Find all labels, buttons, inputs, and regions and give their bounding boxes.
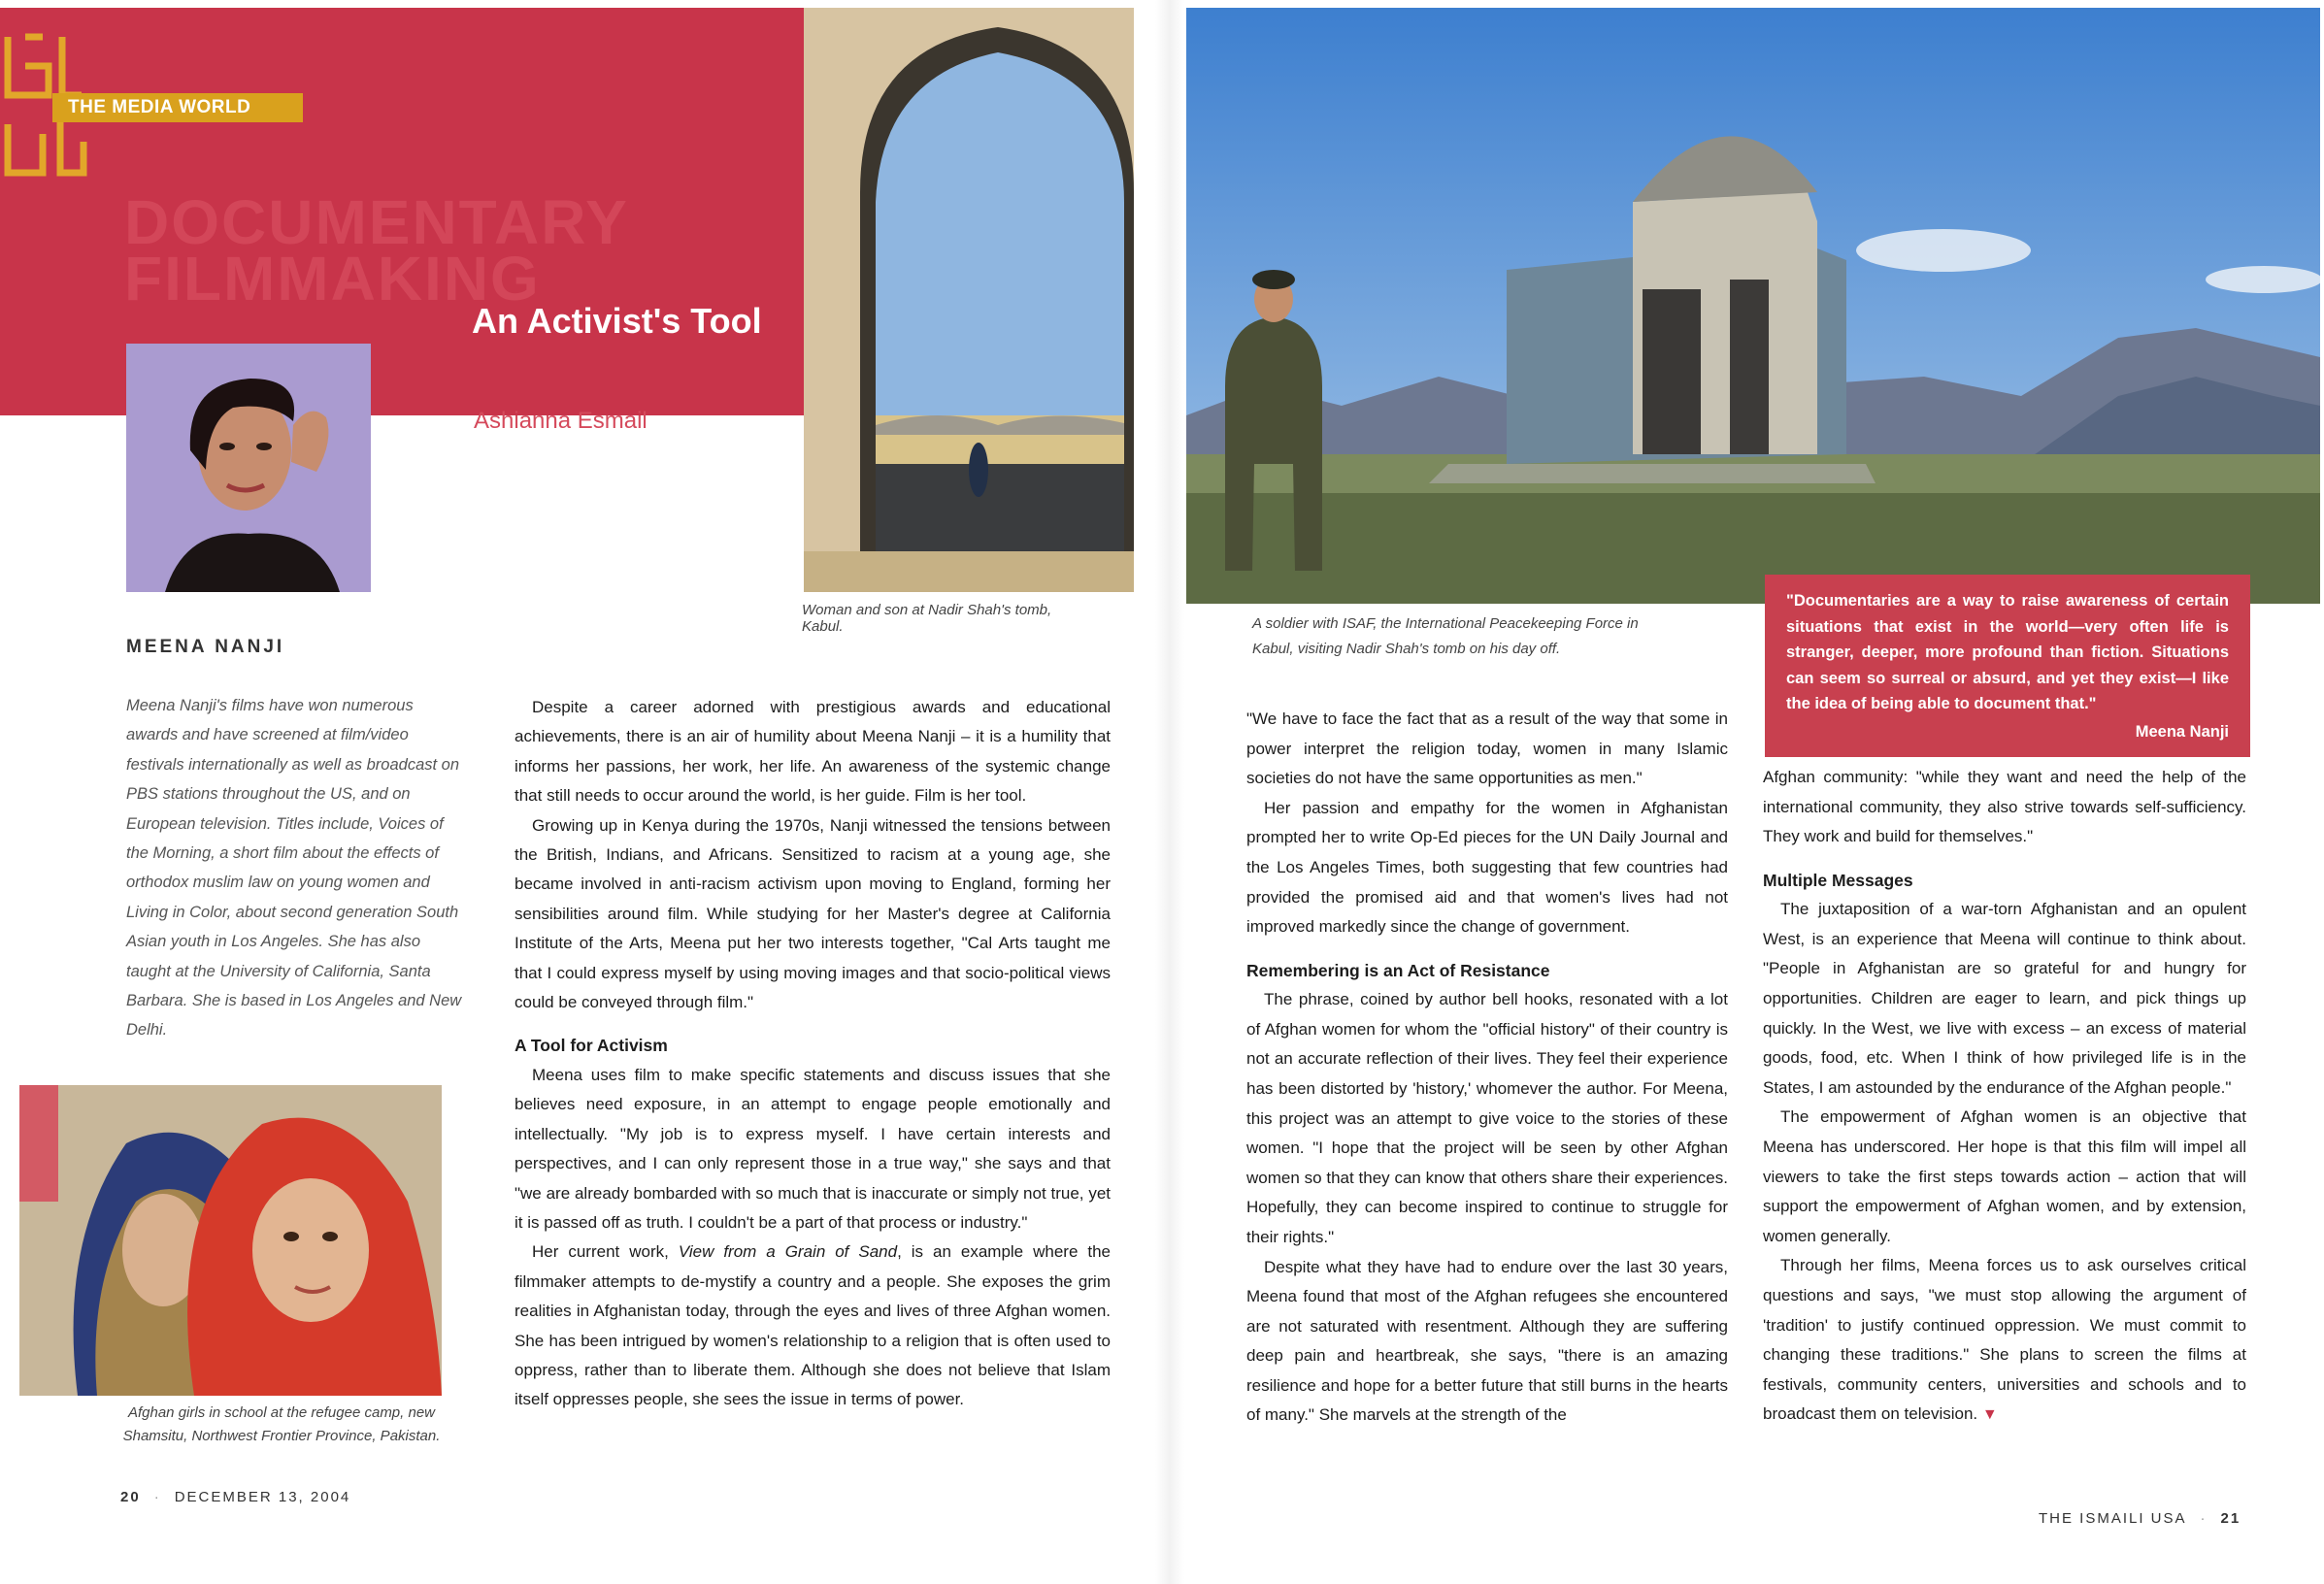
paragraph — [515, 1238, 1111, 1414]
subject-name-heading: MEENA NANJI — [126, 637, 285, 657]
title-line-1: DOCUMENTARY — [124, 187, 629, 257]
section-heading: A Tool for Activism — [515, 1036, 668, 1056]
issue-date: DECEMBER 13, 2004 — [174, 1489, 351, 1505]
section-heading: Remembering is an Act of Resistance — [1246, 960, 1550, 980]
author-byline: Ashianna Esmail — [474, 408, 647, 434]
paragraph: Despite a career adorned with prestigious awards and educational achievements, there is an air of humility about Meena Nanji – it is a humility that informs her passions, her work, her life. An awareness of the systemic change that still needs to occur around the world, is her guide. Film is her tool. — [515, 698, 1111, 806]
section-tag: THE MEDIA WORLD — [52, 93, 303, 122]
paragraph: Meena uses film to make specific statements and discuss issues that she believes need exposure, in an attempt to engage people emotionally and intellectually. "My job is to express myself. I have certain interests and perspectives, and I can only represent those in a true way," she says and that "we are already bombarded with so much that is inaccurate or simply not true, yet it is passed off as truth. I couldn't be a part of that process or industry." — [515, 1065, 1111, 1232]
folio-separator: · — [153, 1489, 161, 1505]
end-mark-icon: ▼ — [1981, 1406, 1998, 1424]
paragraph: Despite what they have had to endure over the last 30 years, Meena found that most of the Afghan refugees she encountered are not saturated with resentment. Although they are suffering deep pain and heartbreak, she says, "there is an amazing resilience and hope for a better future that still burns in the hearts of many." She marvels at the strength of the — [1246, 1257, 1728, 1425]
tomb-photo-caption: A soldier with ISAF, the International Peacekeeping Force in Kabul, visiting Nadir Shah's tomb on his day off. — [1252, 615, 1639, 657]
paragraph: Growing up in Kenya during the 1970s, Nanji witnessed the tensions between the British, Indians, and Africans. Sensitized to racism at a young age, she became involved in anti-racism activism upon moving to England, forming her sensibilities around film. While studying for her Master's degree at California Institute of the Arts, Meena put her two interests together, "Cal Arts taught me that I could express myself by using moving images and that socio-political views could be conveyed through film." — [515, 815, 1111, 1012]
section-heading: Multiple Messages — [1763, 870, 1913, 890]
page-number: 20 — [120, 1489, 141, 1505]
pull-quote-attribution: Meena Nanji — [2135, 722, 2229, 741]
portrait-photo — [126, 344, 371, 592]
text-run: Through her films, Meena forces us to ask ourselves critical questions and says, "we must stop allowing the argument of 'tradition' to justify continued oppression. We must commit to changing these traditions." She plans to screen the films at festivals, community centers, universities and schools and to broadcast them on television. — [1763, 1256, 2246, 1424]
page-gutter — [1155, 0, 1184, 1584]
paragraph: The phrase, coined by author bell hooks, resonated with a lot of Afghan women for whom the "official history" of their country is not an accurate reflection of their lives. They feel their experience has been distorted by 'history,' whomever the author. For Meena, this project was an attempt to give voice to the stories of these women. "I hope that the project will be seen by other Afghan women so that they can know that others share their experiences. Hopefully, they can become inspired to continue to struggle for their rights." — [1246, 990, 1728, 1246]
paragraph: "We have to face the fact that as a result of the way that some in power interpret the religion today, women in many Islamic societies do not have the same opportunities as men." — [1246, 710, 1728, 788]
page-number: 21 — [2220, 1510, 2241, 1527]
girls-photo-caption: Afghan girls in school at the refugee camp, new Shamsitu, Northwest Frontier Province, Pakistan. — [122, 1404, 441, 1444]
girls-photo — [19, 1085, 442, 1396]
publication-name: THE ISMAILI USA — [2039, 1510, 2187, 1527]
tomb-photo — [1186, 8, 2320, 604]
title-line-2: FILMMAKING — [124, 244, 541, 314]
pull-quote — [1765, 575, 2250, 757]
folio-left — [120, 1489, 350, 1505]
folio-separator: · — [2200, 1510, 2208, 1527]
paragraph: The empowerment of Afghan women is an objective that Meena has underscored. Her hope is that this film will impel all viewers to take the first steps towards action – action that will support the empowerment of Afghan women, and by extension, women generally. — [1763, 1107, 2246, 1245]
subject-bio: Meena Nanji's films have won numerous awards and have screened at film/video festivals internationally as well as broadcast on PBS stations throughout the US, and on European television. Titles include, Voices of the Morning, a short film about the effects of orthodox muslim law on young women and Living in Color, about second generation South Asian youth in Los Angeles. She has also taught at the University of California, Santa Barbara. She is based in Los Angeles and New Delhi. — [126, 697, 462, 1040]
text-run: , is an example where the filmmaker attempts to de-mystify a country and a people. She exposes the grim realities in Afghanistan today, through the eyes and lives of three Afghan women. She has been intrigued by women's relationship to a religion that is often used to oppress, rather than to liberate them. Although she does not believe that Islam itself oppresses people, she sees the issue in terms of power. — [515, 1242, 1111, 1409]
arch-photo — [804, 8, 1134, 592]
arch-photo-caption: Woman and son at Nadir Shah's tomb, Kabul. — [802, 602, 1052, 635]
paragraph: Afghan community: "while they want and need the help of the international community, they also strive towards self-sufficiency. They work and build for themselves." — [1763, 768, 2246, 846]
paragraph: The juxtaposition of a war-torn Afghanistan and an opulent West, is an experience that Meena will continue to think about. "People in Afghanistan are so grateful for and hungry for opportunities. Children are eager to learn, and pick things up quickly. In the West, we live with excess – an excess of material goods, food, etc. When I think of how privileged life is in the States, I am astounded by the endurance of the Afghan people." — [1763, 900, 2246, 1097]
folio-right — [2039, 1510, 2241, 1527]
paragraph: Her passion and empathy for the women in Afghanistan prompted her to write Op-Ed pieces for the UN Daily Journal and the Los Angeles Times, both suggesting that few countries had provided the promised aid and that women's lives had not improved markedly since the change of government. — [1246, 798, 1728, 937]
film-title: View from a Grain of Sand — [678, 1242, 898, 1262]
page-subtitle: An Activist's Tool — [472, 301, 762, 341]
page-title — [124, 187, 629, 314]
pull-quote-text: "Documentaries are a way to raise awareness of certain situations that exist in the world—very often life is stranger, deeper, more profound than fiction. Situations can seem so surreal or absurd, and yet they exist—I like the idea of being able to document that." — [1786, 592, 2229, 712]
text-run: Her current work, — [532, 1242, 679, 1262]
paragraph — [1763, 1251, 2246, 1431]
article-column-2 — [1246, 705, 1728, 1431]
article-column-1 — [515, 693, 1111, 1415]
article-column-3 — [1763, 763, 2246, 1431]
